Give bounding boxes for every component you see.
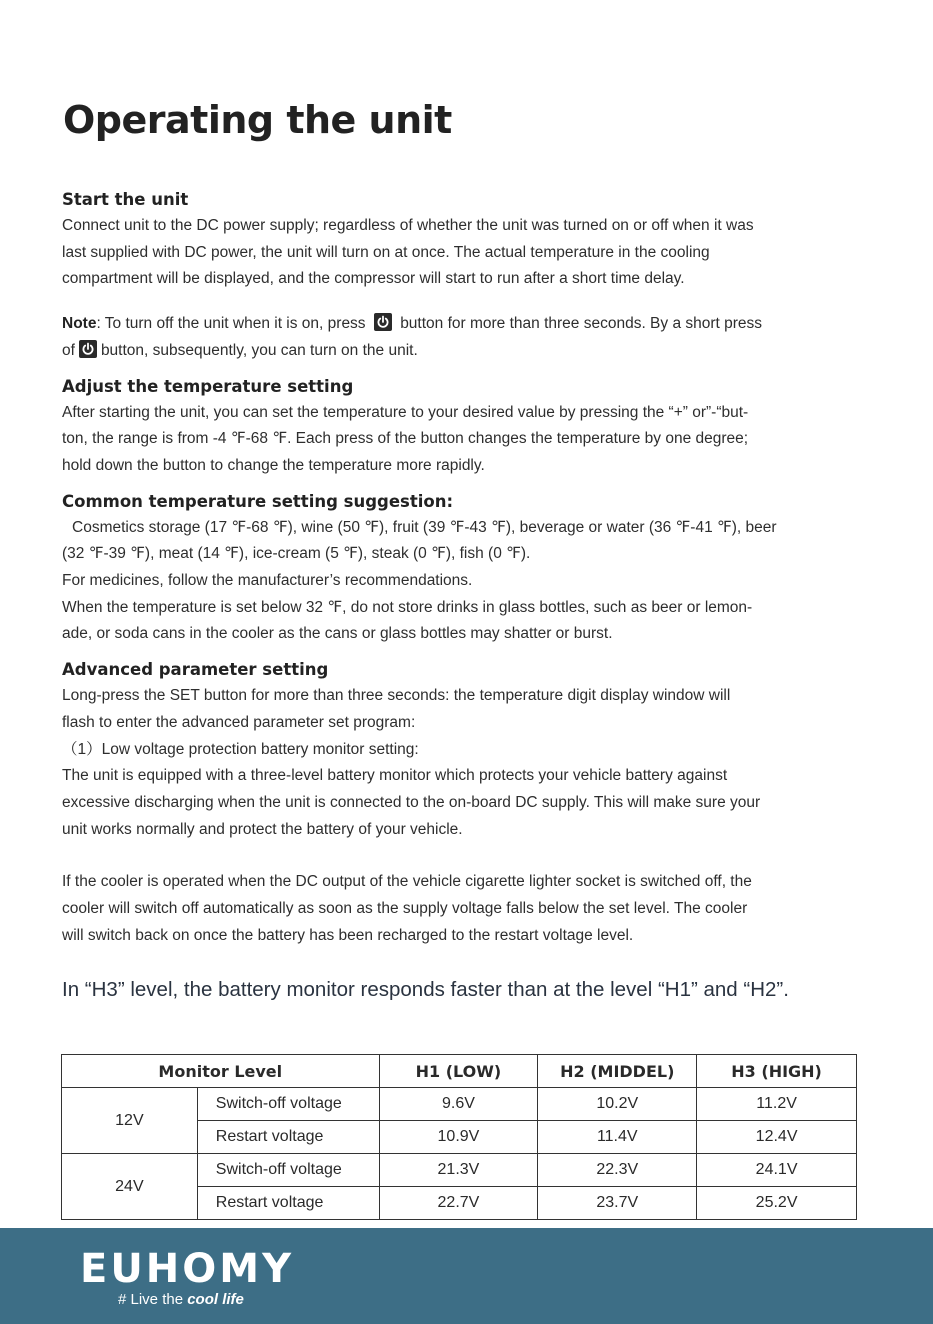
cooler-line: will switch back on once the battery has been recharged to the restart voltage level. bbox=[62, 926, 634, 944]
page-title: Operating the unit bbox=[63, 98, 452, 142]
cell-h1: 9.6V bbox=[379, 1088, 538, 1121]
voltage-group-24v: 24V bbox=[62, 1154, 198, 1220]
row-type: Switch-off voltage bbox=[197, 1088, 379, 1121]
common-line: Cosmetics storage (17 ℉-68 ℉), wine (50 ℉), fruit (39 ℉-43 ℉), beverage or water (36 ℉-41 ℉), beer bbox=[72, 518, 777, 536]
cell-h1: 22.7V bbox=[379, 1187, 538, 1220]
voltage-group-12v: 12V bbox=[62, 1088, 198, 1154]
row-type: Restart voltage bbox=[197, 1121, 379, 1154]
row-type: Switch-off voltage bbox=[197, 1154, 379, 1187]
cell-h2: 11.4V bbox=[538, 1121, 697, 1154]
note-text: of bbox=[62, 341, 75, 359]
common-line: ade, or soda cans in the cooler as the cans or glass bottles may shatter or burst. bbox=[62, 625, 613, 643]
tagline-prefix: # Live the bbox=[118, 1291, 184, 1308]
cooler-line: cooler will switch off automatically as soon as the supply voltage falls below the set level. The cooler bbox=[62, 900, 748, 918]
table-header-row bbox=[62, 1055, 857, 1088]
brand-logo: EUHOMY bbox=[80, 1246, 295, 1292]
lead-statement: In “H3” level, the battery monitor responds faster than at the level “H1” and “H2”. bbox=[62, 978, 789, 1002]
advanced-line: flash to enter the advanced parameter set program: bbox=[62, 713, 416, 731]
note-text: button for more than three seconds. By a short press bbox=[400, 315, 763, 333]
table-row bbox=[62, 1154, 857, 1187]
cell-h1: 10.9V bbox=[379, 1121, 538, 1154]
power-icon bbox=[79, 340, 97, 358]
advanced-line: unit works normally and protect the battery of your vehicle. bbox=[62, 820, 463, 838]
common-line: (32 ℉-39 ℉), meat (14 ℉), ice-cream (5 ℉), steak (0 ℉), fish (0 ℉). bbox=[62, 545, 531, 563]
start-heading: Start the unit bbox=[62, 190, 189, 209]
start-line: compartment will be displayed, and the compressor will start to run after a short time delay. bbox=[62, 270, 685, 288]
start-line: last supplied with DC power, the unit will turn on at once. The actual temperature in the cooling bbox=[62, 243, 710, 261]
brand-tagline bbox=[118, 1291, 244, 1308]
footer-band bbox=[0, 1228, 933, 1324]
advanced-line: The unit is equipped with a three-level battery monitor which protects your vehicle battery against bbox=[62, 767, 728, 785]
header-h2: H2 (MIDDEL) bbox=[538, 1055, 697, 1088]
advanced-heading: Advanced parameter setting bbox=[62, 660, 329, 680]
adjust-line: hold down the button to change the temperature more rapidly. bbox=[62, 456, 485, 474]
adjust-line: ton, the range is from -4 ℉-68 ℉. Each press of the button changes the temperature by one degree; bbox=[62, 430, 749, 448]
cell-h2: 23.7V bbox=[538, 1187, 697, 1220]
header-monitor-level: Monitor Level bbox=[62, 1055, 380, 1088]
note-text: button, subsequently, you can turn on the unit. bbox=[100, 341, 418, 359]
cell-h3: 24.1V bbox=[697, 1154, 857, 1187]
common-line: When the temperature is set below 32 ℉, do not store drinks in glass bottles, such as beer or lemon- bbox=[62, 598, 753, 616]
content bbox=[62, 186, 877, 1005]
cell-h3: 11.2V bbox=[697, 1088, 857, 1121]
cell-h3: 12.4V bbox=[697, 1121, 857, 1154]
header-h3: H3 (HIGH) bbox=[697, 1055, 857, 1088]
cell-h2: 10.2V bbox=[538, 1088, 697, 1121]
start-line: Connect unit to the DC power supply; regardless of whether the unit was turned on or off when it was bbox=[62, 217, 754, 234]
note-text: : To turn off the unit when it is on, press bbox=[96, 315, 366, 333]
row-type: Restart voltage bbox=[197, 1187, 379, 1220]
advanced-line: （1）Low voltage protection battery monitor setting: bbox=[62, 740, 419, 758]
common-line: For medicines, follow the manufacturer’s recommendations. bbox=[62, 572, 473, 590]
adjust-line: After starting the unit, you can set the temperature to your desired value by pressing the “+” or”-“but- bbox=[62, 403, 749, 421]
cell-h3: 25.2V bbox=[697, 1187, 857, 1220]
adjust-heading: Adjust the temperature setting bbox=[62, 376, 354, 396]
note-line-1 bbox=[62, 311, 877, 338]
note-line-2 bbox=[62, 338, 877, 365]
advanced-line: Long-press the SET button for more than three seconds: the temperature digit display window will bbox=[62, 687, 731, 705]
tagline-emphasis: cool life bbox=[187, 1291, 244, 1308]
cooler-line: If the cooler is operated when the DC output of the vehicle cigarette lighter socket is switched off, the bbox=[62, 873, 752, 891]
battery-monitor-table bbox=[61, 1054, 857, 1220]
note-label: Note bbox=[62, 315, 97, 333]
table-row bbox=[62, 1088, 857, 1121]
cell-h1: 21.3V bbox=[379, 1154, 538, 1187]
power-icon bbox=[374, 313, 392, 331]
common-heading: Common temperature setting suggestion: bbox=[62, 491, 454, 511]
advanced-line: excessive discharging when the unit is connected to the on-board DC supply. This will make sure your bbox=[62, 793, 761, 811]
header-h1: H1 (LOW) bbox=[379, 1055, 538, 1088]
cell-h2: 22.3V bbox=[538, 1154, 697, 1187]
